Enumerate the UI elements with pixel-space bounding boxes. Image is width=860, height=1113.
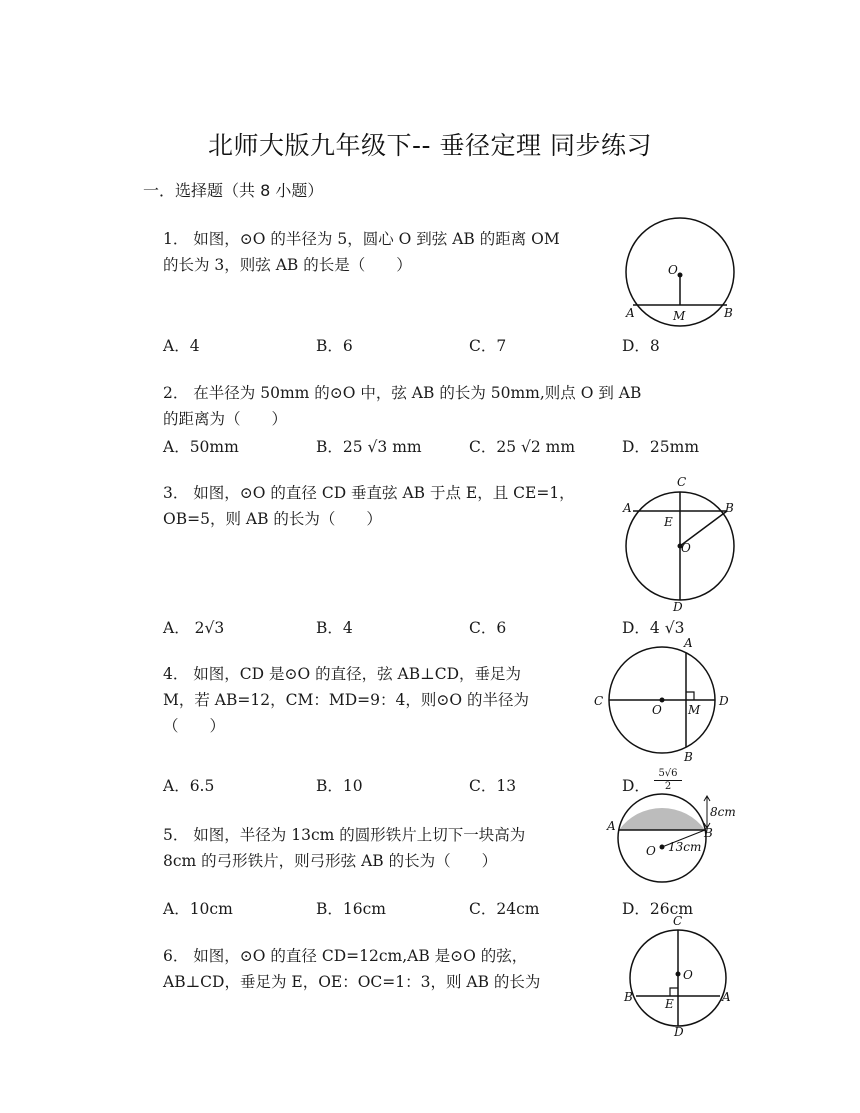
label-d: D (719, 694, 729, 708)
fraction (654, 768, 682, 793)
question-text: 5． 如图，半径为 13cm 的圆形铁片上切下一块高为 (163, 826, 526, 844)
question-text: （ ） (163, 717, 226, 735)
label-o: O (681, 541, 691, 555)
label-m: M (673, 309, 686, 323)
label-d: D (674, 1025, 684, 1039)
label-e: E (664, 515, 673, 529)
option-b[interactable]: B．6 (316, 337, 353, 355)
question-text: 的距离为（ ） (163, 410, 288, 428)
label-o: O (646, 844, 656, 858)
question-text: 的长为 3，则弦 AB 的长是（ ） (163, 256, 412, 274)
option-d[interactable]: D．4 √3 (622, 619, 685, 637)
label-a: A (626, 306, 635, 320)
question-text: 3． 如图，⊙O 的直径 CD 垂直弦 AB 于点 E，且 CE=1， (163, 484, 575, 502)
option-d[interactable]: D．25mm (622, 438, 700, 456)
label-b: B (624, 990, 633, 1004)
label-o: O (668, 263, 678, 277)
label-b: B (725, 501, 734, 515)
option-a[interactable]: A．6.5 (163, 777, 215, 795)
figure-q1 (620, 216, 760, 331)
fraction-denominator: 2 (664, 781, 672, 792)
question-text: 6． 如图，⊙O 的直径 CD=12cm,AB 是⊙O 的弦， (163, 947, 528, 965)
label-o: O (683, 968, 693, 982)
option-a[interactable]: A．10cm (163, 900, 233, 918)
label-c: C (677, 475, 687, 489)
label-height: 8cm (710, 805, 736, 819)
label-a: A (607, 819, 616, 833)
question-text: OB=5，则 AB 的长为（ ） (163, 510, 382, 528)
label-e: E (665, 997, 674, 1011)
label-radius: 13cm (668, 840, 702, 854)
question-text: AB⊥CD，垂足为 E，OE：OC=1：3，则 AB 的长为 (163, 973, 541, 991)
label-b: B (684, 750, 693, 764)
label-a: A (722, 990, 731, 1004)
option-b[interactable]: B．4 (316, 619, 353, 637)
section-heading: 一．选择题（共 8 小题） (143, 181, 324, 200)
option-c[interactable]: C．13 (469, 777, 517, 795)
question-text: 2． 在半径为 50mm 的⊙O 中，弦 AB 的长为 50mm,则点 O 到 AB (163, 384, 642, 402)
figure-q5 (604, 792, 744, 892)
question-text: 8cm 的弓形铁片，则弓形弦 AB 的长为（ ） (163, 852, 498, 870)
figure-q4 (590, 634, 740, 766)
label-o: O (652, 703, 662, 717)
option-c[interactable]: C．7 (469, 337, 507, 355)
question-text: M，若 AB=12，CM：MD=9：4，则⊙O 的半径为 (163, 691, 529, 709)
option-b[interactable]: B．25 √3 mm (316, 438, 422, 456)
option-b[interactable]: B．16cm (316, 900, 386, 918)
option-b[interactable]: B．10 (316, 777, 363, 795)
option-d[interactable]: D．8 (622, 337, 660, 355)
label-m: M (688, 703, 701, 717)
figure-q6 (620, 912, 740, 1042)
label-d: D (673, 600, 683, 614)
option-d[interactable]: D．26cm (622, 900, 694, 918)
label-c: C (594, 694, 604, 708)
option-c[interactable]: C．25 √2 mm (469, 438, 576, 456)
label-b: B (704, 826, 713, 840)
label-b: B (724, 306, 733, 320)
fraction-numerator: 5√6 (654, 768, 682, 781)
label-a: A (684, 636, 693, 650)
option-a[interactable]: A． 2√3 (163, 619, 225, 637)
option-c[interactable]: C．6 (469, 619, 507, 637)
option-c[interactable]: C．24cm (469, 900, 540, 918)
label-c: C (673, 914, 683, 928)
option-a[interactable]: A．4 (163, 337, 200, 355)
question-text: 4． 如图，CD 是⊙O 的直径，弦 AB⊥CD，垂足为 (163, 665, 521, 683)
label-a: A (623, 501, 632, 515)
option-d[interactable]: D． (622, 777, 650, 795)
question-text: 1． 如图，⊙O 的半径为 5，圆心 O 到弦 AB 的距离 OM (163, 230, 560, 248)
figure-q3 (615, 472, 745, 614)
option-a[interactable]: A．50mm (163, 438, 239, 456)
page-title: 北师大版九年级下-- 垂径定理 同步练习 (208, 131, 652, 160)
